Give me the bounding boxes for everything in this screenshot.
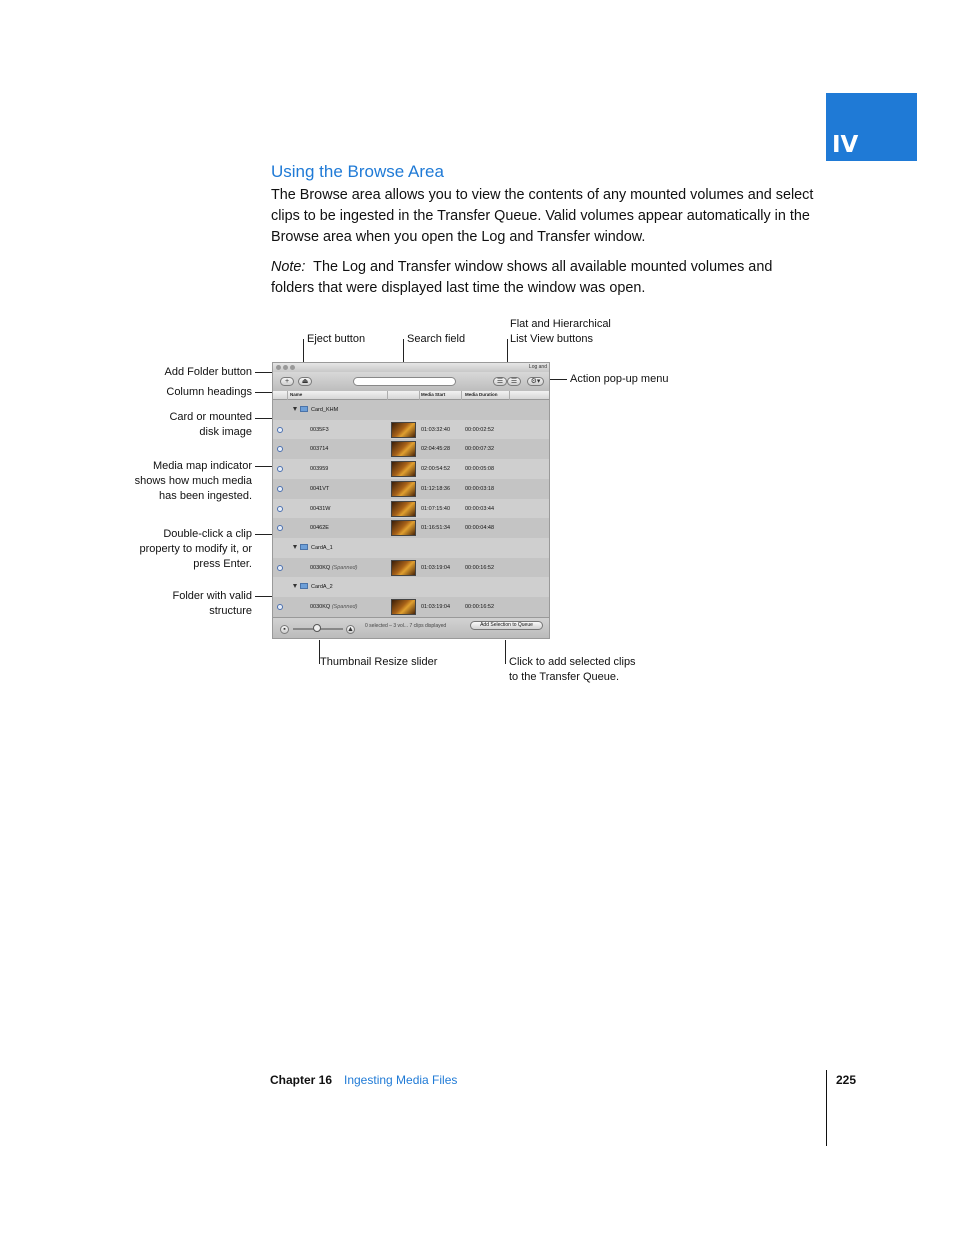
callout-double-click-line1: Double-click a clip [163, 528, 252, 540]
spanned-label: (Spanned) [331, 604, 358, 610]
clip-name-text: 00431W [310, 505, 331, 512]
clip-name[interactable] [310, 459, 328, 479]
callout-folder-valid-line1: Folder with valid [172, 590, 252, 602]
media-duration-value[interactable]: 00:00:07:32 [465, 446, 495, 453]
callout-card [130, 410, 252, 440]
clip-name-text: 003714 [310, 446, 329, 453]
zoom-window-icon[interactable] [290, 365, 295, 370]
clip-thumbnail[interactable] [391, 441, 416, 457]
col-name[interactable]: Name [290, 392, 303, 397]
media-map-indicator-icon [277, 506, 283, 512]
part-tab-label: IV [832, 132, 859, 158]
media-start-value[interactable]: 01:16:51:34 [421, 525, 451, 532]
folder-name: Card_KHM [311, 407, 339, 413]
media-duration-value[interactable]: 00:00:05:08 [465, 466, 495, 473]
col-media-duration[interactable]: Media Duration [465, 392, 498, 397]
footer-chapter-title[interactable]: Ingesting Media Files [344, 1073, 458, 1087]
footer-status: 0 selected – 3 vol... 7 clips displayed [365, 623, 447, 629]
add-folder-button[interactable]: + [280, 377, 294, 386]
clip-row[interactable] [273, 518, 549, 538]
folder-row[interactable] [273, 400, 549, 420]
media-map-indicator-icon [277, 604, 283, 610]
clip-thumbnail[interactable] [391, 520, 416, 536]
media-map-indicator-icon [277, 565, 283, 571]
clip-name[interactable] [310, 439, 328, 459]
close-window-icon[interactable] [276, 365, 281, 370]
clip-name[interactable] [310, 597, 357, 617]
media-start-value[interactable]: 02:04:45:28 [421, 446, 451, 453]
spanned-label: (Spanned) [331, 564, 358, 571]
folder-name: CardA_2 [311, 584, 333, 591]
clip-name[interactable] [310, 499, 331, 519]
media-start-value[interactable]: 01:03:19:04 [421, 604, 451, 610]
column-headings [273, 391, 549, 400]
media-start-value[interactable]: 01:03:19:04 [421, 564, 451, 571]
callout-column-headings: Column headings [166, 386, 252, 398]
media-start-value[interactable]: 01:12:18:36 [421, 485, 451, 492]
callout-media-map-line1: Media map indicator [152, 460, 252, 472]
window-titlebar [273, 363, 549, 372]
callout-click-add [509, 655, 636, 685]
folder-row[interactable] [273, 538, 549, 558]
media-map-indicator-icon [277, 466, 283, 472]
clip-thumbnail[interactable] [391, 560, 416, 576]
callout-click-add-line1: Click to add selected clips [509, 656, 636, 668]
clip-thumbnail[interactable] [391, 501, 416, 517]
folder-row[interactable] [273, 577, 549, 597]
clip-name-text: 00462E [310, 525, 329, 532]
note-label: Note: [271, 259, 306, 275]
action-popup-menu[interactable]: ⚙▾ [527, 377, 544, 386]
clip-name[interactable] [310, 558, 357, 578]
clip-name[interactable] [310, 518, 329, 538]
window-footer [273, 617, 549, 639]
log-transfer-window [272, 362, 550, 639]
media-duration-value[interactable]: 00:00:03:44 [465, 505, 495, 512]
callout-thumb-slider: Thumbnail Resize slider [320, 656, 438, 668]
callout-double-click [110, 527, 252, 572]
footer-rule [826, 1070, 827, 1146]
thumbnail-small-icon[interactable]: ▪ [280, 625, 289, 634]
media-start-value[interactable]: 01:03:32:40 [421, 426, 451, 433]
clip-thumbnail[interactable] [391, 461, 416, 477]
clip-name-text: 0030KQ [310, 604, 331, 610]
callout-card-line1: Card or mounted [169, 411, 252, 423]
slider-knob[interactable] [313, 624, 321, 632]
note-text: The Log and Transfer window shows all available mounted volumes and folders that were displayed last time the window was open. [271, 259, 773, 296]
folder-name: CardA_1 [311, 544, 333, 551]
callout-flat-hier [510, 317, 611, 347]
clip-row[interactable] [273, 499, 549, 519]
callout-click-add-line2: to the Transfer Queue. [509, 671, 620, 683]
clip-row[interactable] [273, 479, 549, 499]
note-paragraph [271, 257, 819, 299]
callout-media-map-line2: shows how much media [134, 475, 252, 487]
media-map-indicator-icon [277, 427, 283, 433]
callout-double-click-line3: press Enter. [193, 558, 252, 570]
browse-toolbar [273, 372, 549, 391]
disclosure-triangle-icon[interactable] [293, 545, 297, 549]
callout-flat-hier-line2: List View buttons [510, 333, 593, 345]
callout-add-folder: Add Folder button [164, 366, 252, 378]
clip-row[interactable] [273, 439, 549, 459]
callout-folder-valid [110, 589, 252, 619]
clip-name-text: 0030KQ [310, 564, 331, 571]
media-map-indicator-icon [277, 446, 283, 452]
clip-row[interactable] [273, 597, 549, 617]
clip-name[interactable] [310, 479, 329, 499]
clip-name-text: 003959 [310, 466, 329, 473]
callout-eject: Eject button [307, 333, 366, 345]
clip-name[interactable] [310, 420, 329, 440]
callout-media-map [110, 459, 252, 504]
media-duration-value[interactable]: 00:00:16:52 [465, 564, 495, 571]
media-start-value[interactable]: 01:07:15:40 [421, 505, 451, 512]
clip-thumbnail[interactable] [391, 599, 416, 615]
thumbnail-large-icon[interactable]: ▲ [347, 626, 354, 633]
media-duration-value[interactable]: 00:00:16:52 [465, 604, 495, 610]
clip-name-text: 0035F3 [310, 426, 329, 433]
eject-button[interactable]: ⏏ [298, 377, 312, 386]
folder-icon [300, 406, 308, 412]
clip-thumbnail[interactable] [391, 422, 416, 438]
part-tab [826, 93, 917, 161]
callout-flat-hier-line1: Flat and Hierarchical [510, 318, 611, 330]
intro-paragraph: The Browse area allows you to view the contents of any mounted volumes and select clips to be ingested in the Transfer Queue. Valid volumes appear automatically in the Browse area when you open the Log and Transfer window. [271, 187, 814, 245]
add-selection-to-queue-button[interactable]: Add Selection to Queue [470, 621, 543, 630]
callout-search: Search field [407, 333, 466, 345]
hierarchical-list-view-button[interactable]: ☰ [507, 377, 521, 386]
clip-row[interactable] [273, 558, 549, 578]
media-map-indicator-icon [277, 486, 283, 492]
footer-chapter: Chapter 16 [270, 1073, 333, 1087]
media-duration-value[interactable]: 00:00:03:18 [465, 485, 495, 492]
folder-icon [300, 583, 308, 589]
media-start-value[interactable]: 02:00:54:52 [421, 466, 451, 473]
page-number: 225 [836, 1073, 857, 1087]
window-title: Log and [528, 364, 547, 370]
clip-thumbnail[interactable] [391, 481, 416, 497]
callout-card-line2: disk image [199, 426, 252, 438]
media-map-indicator-icon [277, 525, 283, 531]
clip-row[interactable] [273, 459, 549, 479]
callout-action: Action pop-up menu [570, 373, 669, 385]
callout-folder-valid-line2: structure [209, 605, 252, 617]
folder-icon [300, 544, 308, 550]
search-input[interactable] [353, 377, 456, 386]
minimize-window-icon[interactable] [283, 365, 288, 370]
media-duration-value[interactable]: 00:00:02:52 [465, 426, 495, 433]
flat-list-view-button[interactable]: ☰ [493, 377, 507, 386]
media-duration-value[interactable]: 00:00:04:48 [465, 525, 495, 532]
callout-media-map-line3: has been ingested. [159, 490, 252, 502]
disclosure-triangle-icon[interactable] [293, 584, 297, 588]
callout-double-click-line2: property to modify it, or [139, 543, 252, 555]
disclosure-triangle-icon[interactable] [293, 407, 297, 411]
leader-click-add [505, 640, 506, 664]
clip-row[interactable] [273, 420, 549, 440]
leader-thumb-slider [319, 640, 320, 664]
clip-name-text: 0041VT [310, 485, 330, 492]
section-heading: Using the Browse Area [271, 162, 444, 181]
col-media-start[interactable]: Media Start [421, 392, 446, 397]
